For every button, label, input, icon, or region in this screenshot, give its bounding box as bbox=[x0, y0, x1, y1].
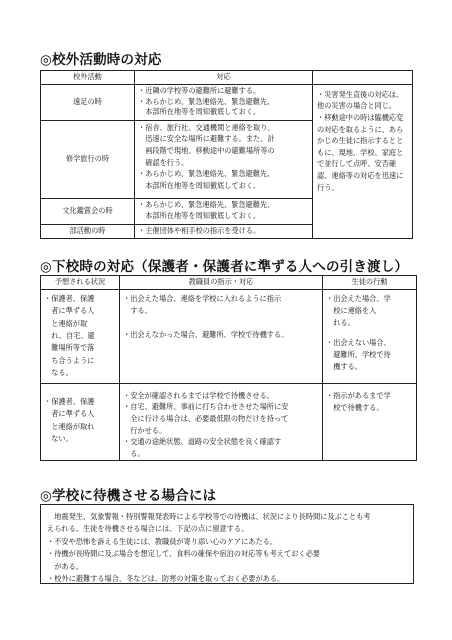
response-school-trip bbox=[135, 120, 313, 198]
note-line: ・不安や恐怖を訴える生徒には、教職員が寄り添い心のケアにあたる。 bbox=[47, 536, 278, 546]
situation-no-contact bbox=[41, 383, 120, 461]
staff-item: ・出会えなかった場合、避難所、学校で待機する。 bbox=[123, 329, 289, 339]
response-item: ・主催団体や相手校の指示を受ける。 bbox=[138, 225, 261, 235]
standby-notes-box bbox=[40, 504, 414, 584]
section2-title: ◎下校時の対応（保護者・保護者に準ずる人への引き渡し） bbox=[40, 259, 409, 275]
response-club bbox=[135, 224, 313, 238]
student-item: ・指示があるまで学 校で待機する。 bbox=[326, 390, 391, 412]
staff-contact bbox=[120, 289, 323, 383]
response-item: ・あらかじめ、緊急連絡先、緊急避難先、 本部所在地等を周知徹底しておく。 bbox=[138, 199, 275, 220]
situation-text: ・保護者、保護 者に準ずる人 と連絡が取 れ、自宅、避 難場所等で落 ち合うように なる。 bbox=[44, 293, 95, 378]
student-item: ・出会えない場合、 避難所、学校で待 機する。 bbox=[326, 337, 391, 371]
header-activity: 校外活動 bbox=[41, 71, 135, 85]
staff-item: ・交通の途絶状態、道路の安全状態を良く確認す る。 bbox=[123, 437, 282, 458]
dismissal-table bbox=[40, 275, 417, 461]
note-line: がある。 bbox=[47, 561, 83, 571]
student-contact bbox=[323, 289, 417, 383]
staff-item: ・出会えた場合、連絡を学校に入れるように指示 する。 bbox=[123, 293, 282, 315]
header-blank bbox=[313, 71, 413, 85]
staff-item bbox=[123, 317, 319, 329]
activity-school-trip: 修学旅行の時 bbox=[41, 120, 135, 198]
activity-culture: 文化鑑賞会の時 bbox=[41, 198, 135, 224]
response-item: ・宿舎、旅行社、交通機関と連絡を取り、 迅速に安全な場所に避難する。また、計 画段階で現地、移動途中の避難場所等の 確認を行う。 bbox=[138, 122, 275, 167]
situation-contact bbox=[41, 289, 120, 383]
section1-title: ◎校外活動時の対応 bbox=[40, 52, 162, 68]
response-item: ・近隣の学校等の避難所に避難する。 bbox=[138, 85, 261, 95]
staff-item: ・安全が確認されるまでは学校で待機させる。 bbox=[123, 390, 274, 400]
response-item: ・あらかじめ、緊急連絡先、緊急避難先、 本部所在地等を周知徹底しておく。 bbox=[138, 96, 275, 117]
staff-item: ・自宅、避難所、事前に打ち合わせさせた場所に安 全に行ける場合は、必要最低限の物だけを持って 行かせる。 bbox=[123, 402, 289, 435]
header-student: 生徒の行動 bbox=[323, 276, 417, 290]
response-excursion bbox=[135, 84, 313, 120]
section3-title: ◎学校に待機させる場合には bbox=[40, 488, 217, 504]
note-line: 地震発生、気象警報・特別警報発表時による学校等での待機は、状況により長時間に及ぶことも考 bbox=[47, 512, 371, 521]
student-no-contact bbox=[323, 383, 417, 461]
student-item: ・出会えた場合、学 校に連絡を入 れる。 bbox=[326, 293, 391, 327]
activity-club: 部活動の時 bbox=[41, 224, 135, 238]
response-culture bbox=[135, 198, 313, 224]
header-situation: 予想される状況 bbox=[41, 276, 120, 290]
student-item bbox=[326, 329, 413, 337]
note-line: ・待機が長時間に及ぶ場合を想定して、食料の確保や宿泊の対応等も考えておく必要 bbox=[47, 549, 320, 559]
situation-text: ・保護者、保護 者に準ずる人 と連絡が取れ ない。 bbox=[44, 396, 95, 444]
side-note-item: ・災害発生直後の対応は、他の災害の場合と同じ。 bbox=[317, 89, 404, 111]
header-staff: 教職員の指示・対応 bbox=[120, 276, 323, 290]
response-item: ・あらかじめ、緊急連絡先、緊急避難先、 本部所在地等を周知徹底しておく。 bbox=[138, 169, 275, 190]
note-line: えられる。生徒を待機させる場合には、下記の点に留意する。 bbox=[47, 524, 249, 534]
note-line: ・校外に避難する場合、冬などは、防寒の対策を取っておく必要がある。 bbox=[47, 574, 285, 584]
activity-excursion: 遠足の時 bbox=[41, 84, 135, 120]
outdoor-activity-table bbox=[40, 70, 413, 239]
side-note bbox=[313, 84, 413, 238]
side-note-item: ・移動途中の時は臨機応変の対応を取るように、あらかじめ生徒に指示するとともに、現地、学校、家庭とで並行して点呼、安否確認、連絡等の対応を迅速に行う。 bbox=[317, 112, 404, 192]
staff-no-contact bbox=[120, 383, 323, 461]
header-response: 対応 bbox=[135, 71, 313, 85]
